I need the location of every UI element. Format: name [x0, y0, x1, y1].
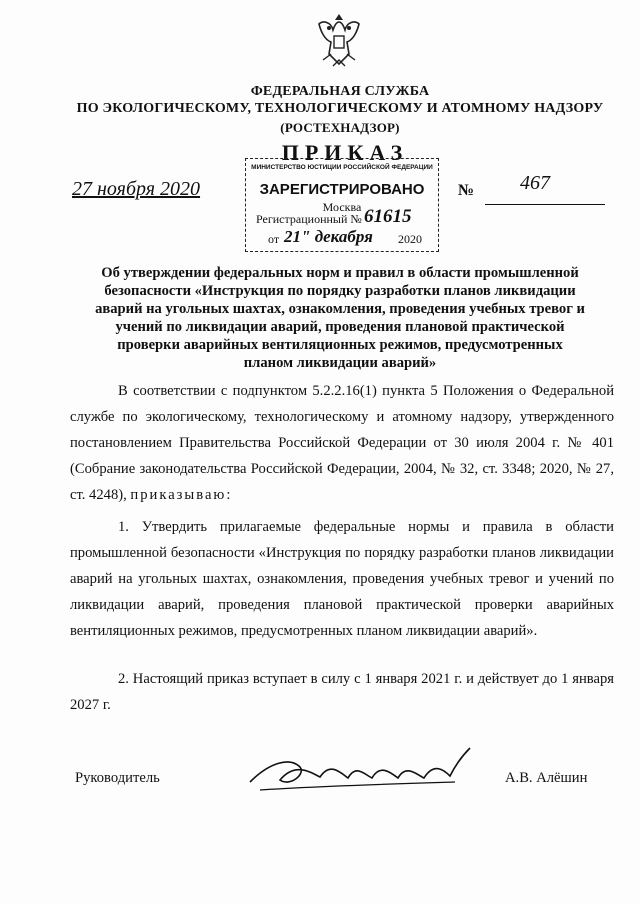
stamp-reg-number: 61615: [364, 206, 412, 227]
order-number-label: №: [458, 182, 475, 199]
agency-name-line2: ПО ЭКОЛОГИЧЕСКОМУ, ТЕХНОЛОГИЧЕСКОМУ И АТОМНОМУ НАДЗОРУ: [76, 101, 604, 116]
stamp-date-prefix: от: [268, 232, 280, 246]
stamp-city: Москва: [322, 200, 362, 214]
agency-name-line1: ФЕДЕРАЛЬНАЯ СЛУЖБА: [250, 84, 430, 99]
clause-1: 1. Утвердить прилагаемые федеральные нормы и правила в области промышленной безопасности «Инструкция по порядку разработки планов ликвидации аварий на угольных шахтах, ознакомления, проведения учебных тревог и учений по ликвидации аварий, проведения плановой практической проверки аварийных вентиляционных режимов, предусмотренных планом ликвидации аварий».: [70, 519, 614, 639]
signatory-position: Руководитель: [75, 770, 160, 786]
stamp-registered: ЗАРЕГИСТРИРОВАНО: [259, 181, 425, 198]
stamp-date-year: 2020: [398, 232, 422, 246]
order-number-underline: [485, 204, 605, 205]
preamble-text: В соответствии с подпунктом 5.2.2.16(1) пункта 5 Положения о Федеральной службе по экологическому, технологическому и атомному надзору, утвержденного постановлением Правительства Российской Федерации от 30 июля 2004 г. № 401 (Собрание законодательства Российской Федерации, 2004, № 32, ст. 3348; 2020, № 27, ст. 4248),: [70, 383, 614, 503]
signatory-name: А.В. Алёшин: [505, 770, 588, 786]
registration-stamp: [245, 158, 439, 252]
document-type-title: ПРИКАЗ: [281, 140, 409, 165]
stamp-reg-label: Регистрационный №: [256, 212, 362, 226]
order-subject: Об утверждении федеральных норм и правил в области промышленной безопасности «Инструкция по порядку разработки планов ликвидации аварий на угольных шахтах, ознакомления, проведения учебных тревог и учений по ликвидации аварий, проведения плановой практической проверки аварийных вентиляционных режимов, предусмотренных планом ликвидации аварий»: [95, 265, 585, 371]
coat-of-arms-icon: [313, 10, 365, 72]
stamp-date-value: 21" декабря: [284, 227, 373, 246]
agency-short-name: (РОСТЕХНАДЗОР): [280, 120, 400, 135]
order-verb: приказываю:: [130, 487, 233, 503]
order-number: 467: [520, 172, 550, 194]
order-date: 27 ноября 2020: [72, 178, 201, 200]
handwritten-signature: [240, 742, 480, 802]
stamp-ministry: МИНИСТЕРСТВО ЮСТИЦИИ РОССИЙСКОЙ ФЕДЕРАЦИИ: [251, 164, 433, 171]
preamble-paragraph: [70, 378, 614, 508]
clause-2: 2. Настоящий приказ вступает в силу с 1 января 2021 г. и действует до 1 января 2027 г.: [70, 671, 614, 713]
